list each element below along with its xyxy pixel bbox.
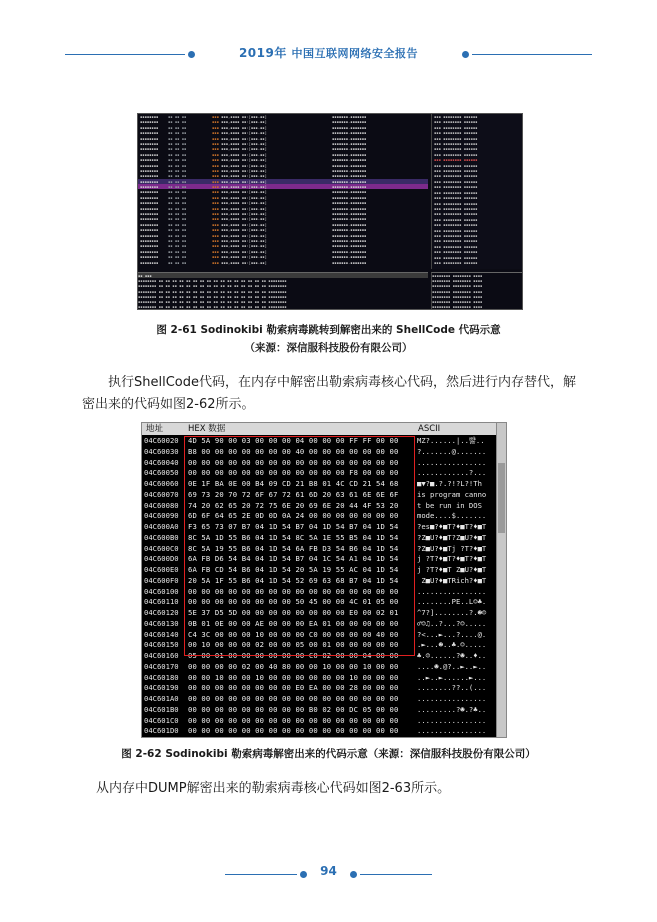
- dump-line: ▪▪▪▪▪▪▪▪ ▪▪ ▪▪ ▪▪ ▪▪ ▪▪ ▪▪ ▪▪ ▪▪ ▪▪ ▪▪ ▪▪ ▪▪ ▪▪ ▪▪ ▪▪ ▪▪ ▪▪▪▪▪▪▪▪: [138, 299, 287, 305]
- disassembly-line: ▪▪▪▪▪▪▪▪ ▪▪ ▪▪ ▪▪ ▪▪▪ ▪▪▪,▪▪▪▪ ▪▪:[▪▪▪-▪▪] ▪▪▪▪▪▪▪.▪▪▪▪▪▪▪: [140, 146, 367, 152]
- hex-row-bytes: F3 65 73 07 B7 04 1D 54 B7 04 1D 54 B7 04 1D 54: [188, 522, 399, 531]
- hex-row-ascii: ................: [417, 726, 487, 736]
- hex-row-ascii: ♣.☺......?☻..♦..: [417, 651, 487, 660]
- disassembly-line: ▪▪▪▪▪▪▪▪ ▪▪ ▪▪ ▪▪ ▪▪▪ ▪▪▪,▪▪▪▪ ▪▪:[▪▪▪-▪▪] ▪▪▪▪▪▪▪.▪▪▪▪▪▪▪: [140, 254, 367, 260]
- hex-row-address: 04C60110: [144, 597, 179, 607]
- figure-hex-dump: [141, 422, 507, 738]
- hex-row-ascii: [417, 737, 486, 738]
- figure-debugger-screenshot: [137, 113, 523, 310]
- disassembly-line: ▪▪▪▪▪▪▪▪ ▪▪ ▪▪ ▪▪ ▪▪▪ ▪▪▪,▪▪▪▪ ▪▪:[▪▪▪-▪▪] ▪▪▪▪▪▪▪.▪▪▪▪▪▪▪: [140, 211, 367, 217]
- hex-row-address: 04C601C0: [144, 715, 179, 725]
- hex-row-bytes: 00 00 00 00 02 00 40 80 00 00 10 00 00 10 00 00: [188, 661, 399, 671]
- hex-row-bytes: 0B 01 0E 00 00 AE 00 00 00 EA 01 00 00 00 00 00: [188, 618, 399, 628]
- dump-header: ▪▪ ▪▪▪: [138, 273, 428, 278]
- register-line: ▪▪▪ ▪▪▪▪▪▪▪▪ ▪▪▪▪▪▪: [434, 157, 478, 163]
- hex-row-address: 04C60020: [144, 436, 179, 445]
- hex-row-ascii: ................: [417, 586, 487, 596]
- disassembly-line: ▪▪▪▪▪▪▪▪ ▪▪ ▪▪ ▪▪ ▪▪▪ ▪▪▪,▪▪▪▪ ▪▪:[▪▪▪-▪▪] ▪▪▪▪▪▪▪.▪▪▪▪▪▪▪: [140, 243, 367, 249]
- hex-row-ascii: .►...☻..♣.☺.....: [417, 640, 487, 650]
- hex-row-address: 04C601D0: [144, 726, 179, 736]
- hex-row-bytes: 00 00 10 00 00 10 00 00 00 00 00 00 10 00 00 00: [188, 672, 399, 682]
- hex-row: [142, 726, 496, 737]
- hex-row-bytes: 5E 37 D5 5D 00 00 00 00 00 00 00 00 E0 00 02 01: [188, 608, 399, 617]
- hex-row-ascii: j ?T?♦■T Z■U?♦■T: [417, 565, 487, 574]
- hex-row-address: 04C60140: [144, 629, 179, 639]
- hex-row-address: 04C600B0: [144, 532, 179, 542]
- register-line: ▪▪▪ ▪▪▪▪▪▪▪▪ ▪▪▪▪▪▪: [434, 222, 478, 228]
- register-line: ▪▪▪ ▪▪▪▪▪▪▪▪ ▪▪▪▪▪▪: [434, 119, 478, 125]
- hex-row-bytes: 8C 5A 19 55 B6 04 1D 54 6A FB D3 54 B6 04 1D 54: [188, 543, 399, 553]
- hex-row-address: 04C60160: [144, 651, 179, 660]
- register-line: ▪▪▪ ▪▪▪▪▪▪▪▪ ▪▪▪▪▪▪: [434, 151, 478, 157]
- register-line: ▪▪▪ ▪▪▪▪▪▪▪▪ ▪▪▪▪▪▪: [434, 162, 478, 168]
- register-line: ▪▪▪ ▪▪▪▪▪▪▪▪ ▪▪▪▪▪▪: [434, 200, 478, 206]
- hex-row-ascii: Z■U?♦■TRich?♦■T: [417, 575, 487, 585]
- hex-row-address: 04C600E0: [144, 565, 179, 574]
- hex-row-address: 04C60070: [144, 489, 179, 499]
- hex-row-ascii: ........??..(...: [417, 683, 487, 693]
- hex-row: [142, 694, 496, 705]
- stack-line: ▪▪▪▪▪▪▪▪ ▪▪▪▪▪▪▪▪ ▪▪▪▪: [432, 288, 483, 294]
- hex-row-bytes: 00 10 00 00 00 02 00 00 05 00 01 00 00 00 00 00: [188, 640, 399, 650]
- hex-row: [142, 705, 496, 716]
- scrollbar-thumb[interactable]: [498, 463, 505, 533]
- disassembly-line: ▪▪▪▪▪▪▪▪ ▪▪ ▪▪ ▪▪ ▪▪▪ ▪▪▪,▪▪▪▪ ▪▪:[▪▪▪-▪▪] ▪▪▪▪▪▪▪.▪▪▪▪▪▪▪: [140, 200, 367, 206]
- hex-row-ascii: ^7?]........?.☻☺: [417, 608, 487, 617]
- hex-row-address: 04C60060: [144, 479, 179, 488]
- hex-row-address: 04C60050: [144, 468, 179, 478]
- stack-line: ▪▪▪▪▪▪▪▪ ▪▪▪▪▪▪▪▪ ▪▪▪▪: [432, 304, 483, 310]
- header-report-title: 中国互联网网络安全报告: [291, 47, 419, 60]
- hex-row-address: 04C600D0: [144, 554, 179, 564]
- disassembly-line: ▪▪▪▪▪▪▪▪ ▪▪ ▪▪ ▪▪ ▪▪▪ ▪▪▪,▪▪▪▪ ▪▪:[▪▪▪-▪▪] ▪▪▪▪▪▪▪.▪▪▪▪▪▪▪: [140, 130, 367, 136]
- debugger-disassembly-pane: [138, 114, 428, 269]
- hex-row-bytes: 69 73 20 70 72 6F 67 72 61 6D 20 63 61 6E 6E 6F: [188, 489, 399, 499]
- hex-row-bytes: 00 00 00 00 00 00 00 00 00 00 00 00 00 00 00 00: [188, 457, 399, 467]
- register-line: ▪▪▪ ▪▪▪▪▪▪▪▪ ▪▪▪▪▪▪: [434, 189, 478, 195]
- hex-row-bytes: 00 00 00 00 00 00 00 00 50 45 00 00 4C 01 05 00: [188, 597, 399, 607]
- register-line: ▪▪▪ ▪▪▪▪▪▪▪▪ ▪▪▪▪▪▪: [434, 146, 478, 152]
- highlight-box: [184, 436, 415, 656]
- figure1-caption-source: （来源：深信服科技股份有限公司）: [244, 342, 413, 354]
- disassembly-line: ▪▪▪▪▪▪▪▪ ▪▪ ▪▪ ▪▪ ▪▪▪ ▪▪▪,▪▪▪▪ ▪▪:[▪▪▪-▪▪] ▪▪▪▪▪▪▪.▪▪▪▪▪▪▪: [140, 124, 367, 130]
- disassembly-line: ▪▪▪▪▪▪▪▪ ▪▪ ▪▪ ▪▪ ▪▪▪ ▪▪▪,▪▪▪▪ ▪▪:[▪▪▪-▪▪] ▪▪▪▪▪▪▪.▪▪▪▪▪▪▪: [140, 140, 367, 146]
- register-line: ▪▪▪ ▪▪▪▪▪▪▪▪ ▪▪▪▪▪▪: [434, 216, 478, 222]
- hex-row-ascii: MZ?......|..뺧..: [417, 436, 485, 445]
- disassembly-line: ▪▪▪▪▪▪▪▪ ▪▪ ▪▪ ▪▪ ▪▪▪ ▪▪▪,▪▪▪▪ ▪▪:[▪▪▪-▪▪] ▪▪▪▪▪▪▪.▪▪▪▪▪▪▪: [140, 135, 367, 141]
- hex-row-address: 04C601B0: [144, 704, 179, 714]
- page-header: [0, 44, 657, 64]
- disassembly-line: ▪▪▪▪▪▪▪▪ ▪▪ ▪▪ ▪▪ ▪▪▪ ▪▪▪,▪▪▪▪ ▪▪:[▪▪▪-▪▪] ▪▪▪▪▪▪▪.▪▪▪▪▪▪▪: [138, 179, 428, 184]
- disassembly-line: ▪▪▪▪▪▪▪▪ ▪▪ ▪▪ ▪▪ ▪▪▪ ▪▪▪,▪▪▪▪ ▪▪:[▪▪▪-▪▪] ▪▪▪▪▪▪▪.▪▪▪▪▪▪▪: [140, 221, 367, 227]
- hex-col-data: HEX 数据: [188, 424, 226, 434]
- hex-row-bytes: 00 00 00 00 00 00 00 00 00 B0 02 00 DC 05 00 00: [188, 704, 399, 714]
- hex-row: [142, 673, 496, 684]
- hex-row-ascii: ........PE..L☺♣.: [417, 597, 487, 607]
- hex-row-address: 04C60180: [144, 672, 179, 682]
- register-line: ▪▪▪ ▪▪▪▪▪▪▪▪ ▪▪▪▪▪▪: [434, 173, 478, 179]
- paragraph-2: 从内存中DUMP解密出来的勒索病毒核心代码如图2-63所示。: [96, 781, 451, 796]
- register-line: ▪▪▪ ▪▪▪▪▪▪▪▪ ▪▪▪▪▪▪: [434, 254, 478, 260]
- hex-col-address: 地址: [146, 424, 164, 434]
- hex-row-ascii: j ?T?♦■T?♦■T?♦■T: [417, 554, 487, 564]
- dump-line: ▪▪▪▪▪▪▪▪ ▪▪ ▪▪ ▪▪ ▪▪ ▪▪ ▪▪ ▪▪ ▪▪ ▪▪ ▪▪ ▪▪ ▪▪ ▪▪ ▪▪ ▪▪ ▪▪ ▪▪▪▪▪▪▪▪: [138, 304, 287, 310]
- disassembly-line: ▪▪▪▪▪▪▪▪ ▪▪ ▪▪ ▪▪ ▪▪▪ ▪▪▪,▪▪▪▪ ▪▪:[▪▪▪-▪▪] ▪▪▪▪▪▪▪.▪▪▪▪▪▪▪: [140, 157, 367, 163]
- disassembly-line: ▪▪▪▪▪▪▪▪ ▪▪ ▪▪ ▪▪ ▪▪▪ ▪▪▪,▪▪▪▪ ▪▪:[▪▪▪-▪▪] ▪▪▪▪▪▪▪.▪▪▪▪▪▪▪: [140, 237, 367, 243]
- hex-row-address: 04C600C0: [144, 543, 179, 553]
- hex-row-address: 04C60100: [144, 586, 179, 596]
- disassembly-line: ▪▪▪▪▪▪▪▪ ▪▪ ▪▪ ▪▪ ▪▪▪ ▪▪▪,▪▪▪▪ ▪▪:[▪▪▪-▪▪] ▪▪▪▪▪▪▪.▪▪▪▪▪▪▪: [140, 232, 367, 238]
- disassembly-line: ▪▪▪▪▪▪▪▪ ▪▪ ▪▪ ▪▪ ▪▪▪ ▪▪▪,▪▪▪▪ ▪▪:[▪▪▪-▪▪] ▪▪▪▪▪▪▪.▪▪▪▪▪▪▪: [140, 173, 367, 179]
- hex-row-bytes: C4 3C 00 00 00 10 00 00 00 C0 00 00 00 00 40 00: [188, 629, 399, 639]
- paragraph-1: 执行ShellCode代码，在内存中解密出勒索病毒核心代码，然后进行内存替代，解密出来的代码如图2-62所示。: [82, 375, 576, 412]
- footer-dot-right: [350, 871, 357, 878]
- hex-row-address: 04C601A0: [144, 694, 179, 703]
- header-year: 2019年: [238, 46, 287, 60]
- hex-row-address: 04C60030: [144, 446, 179, 456]
- disassembly-line: ▪▪▪▪▪▪▪▪ ▪▪ ▪▪ ▪▪ ▪▪▪ ▪▪▪,▪▪▪▪ ▪▪:[▪▪▪-▪▪] ▪▪▪▪▪▪▪.▪▪▪▪▪▪▪: [140, 259, 367, 265]
- footer-rule-right: [360, 874, 432, 875]
- hex-row-address: 04C600F0: [144, 575, 179, 585]
- hex-row-bytes: 6D 6F 64 65 2E 0D 0D 0A 24 00 00 00 00 00 00 00: [188, 511, 399, 521]
- hex-row-bytes: 00 00 00 00 00 00 00 00 00 00 00 00 00 00 00 00: [188, 586, 399, 596]
- disassembly-line: ▪▪▪▪▪▪▪▪ ▪▪ ▪▪ ▪▪ ▪▪▪ ▪▪▪,▪▪▪▪ ▪▪:[▪▪▪-▪▪] ▪▪▪▪▪▪▪.▪▪▪▪▪▪▪: [140, 114, 367, 119]
- hex-row: [142, 662, 496, 673]
- hex-row-address: 04C60170: [144, 661, 179, 671]
- hex-row-ascii: ♂☺♫..?...?☺.....: [417, 618, 487, 628]
- hex-row-ascii: ■▼?■.?.?!?L?!Th: [417, 479, 482, 488]
- hex-row-ascii: ?<...►...?....@.: [417, 629, 487, 639]
- dump-line: ▪▪▪▪▪▪▪▪ ▪▪ ▪▪ ▪▪ ▪▪ ▪▪ ▪▪ ▪▪ ▪▪ ▪▪ ▪▪ ▪▪ ▪▪ ▪▪ ▪▪ ▪▪ ▪▪ ▪▪▪▪▪▪▪▪: [138, 278, 287, 284]
- register-line: ▪▪▪ ▪▪▪▪▪▪▪▪ ▪▪▪▪▪▪: [434, 205, 478, 211]
- disassembly-line: ▪▪▪▪▪▪▪▪ ▪▪ ▪▪ ▪▪ ▪▪▪ ▪▪▪,▪▪▪▪ ▪▪:[▪▪▪-▪▪] ▪▪▪▪▪▪▪.▪▪▪▪▪▪▪: [140, 227, 367, 233]
- page-footer: [0, 864, 657, 884]
- register-line: ▪▪▪ ▪▪▪▪▪▪▪▪ ▪▪▪▪▪▪: [434, 130, 478, 136]
- dump-line: ▪▪▪▪▪▪▪▪ ▪▪ ▪▪ ▪▪ ▪▪ ▪▪ ▪▪ ▪▪ ▪▪ ▪▪ ▪▪ ▪▪ ▪▪ ▪▪ ▪▪ ▪▪ ▪▪ ▪▪▪▪▪▪▪▪: [138, 283, 287, 289]
- debugger-stack-pane: [431, 272, 523, 310]
- register-line: ▪▪▪ ▪▪▪▪▪▪▪▪ ▪▪▪▪▪▪: [434, 124, 478, 130]
- stack-line: ▪▪▪▪▪▪▪▪ ▪▪▪▪▪▪▪▪ ▪▪▪▪: [432, 283, 483, 289]
- page-number: 94: [320, 864, 337, 878]
- dump-line: ▪▪▪▪▪▪▪▪ ▪▪ ▪▪ ▪▪ ▪▪ ▪▪ ▪▪ ▪▪ ▪▪ ▪▪ ▪▪ ▪▪ ▪▪ ▪▪ ▪▪ ▪▪ ▪▪ ▪▪▪▪▪▪▪▪: [138, 293, 287, 299]
- hex-row-bytes: 05 00 01 00 00 00 00 00 00 C0 02 00 00 04 00 00: [188, 651, 399, 660]
- disassembly-line: ▪▪▪▪▪▪▪▪ ▪▪ ▪▪ ▪▪ ▪▪▪ ▪▪▪,▪▪▪▪ ▪▪:[▪▪▪-▪▪] ▪▪▪▪▪▪▪.▪▪▪▪▪▪▪: [138, 184, 428, 189]
- disassembly-line: ▪▪▪▪▪▪▪▪ ▪▪ ▪▪ ▪▪ ▪▪▪ ▪▪▪,▪▪▪▪ ▪▪:[▪▪▪-▪▪] ▪▪▪▪▪▪▪.▪▪▪▪▪▪▪: [140, 151, 367, 157]
- hex-row-ascii: .........?☻.?♣..: [417, 704, 487, 714]
- register-line: ▪▪▪ ▪▪▪▪▪▪▪▪ ▪▪▪▪▪▪: [434, 135, 478, 141]
- stack-line: ▪▪▪▪▪▪▪▪ ▪▪▪▪▪▪▪▪ ▪▪▪▪: [432, 273, 483, 278]
- hex-row-address: 04C60120: [144, 608, 179, 617]
- hex-row: [142, 683, 496, 694]
- hex-row-bytes: 4D 5A 90 00 03 00 00 00 04 00 00 00 FF FF 00 00: [188, 436, 399, 445]
- register-line: ▪▪▪ ▪▪▪▪▪▪▪▪ ▪▪▪▪▪▪: [434, 243, 478, 249]
- disassembly-line: ▪▪▪▪▪▪▪▪ ▪▪ ▪▪ ▪▪ ▪▪▪ ▪▪▪,▪▪▪▪ ▪▪:[▪▪▪-▪▪] ▪▪▪▪▪▪▪.▪▪▪▪▪▪▪: [140, 216, 367, 222]
- disassembly-line: ▪▪▪▪▪▪▪▪ ▪▪ ▪▪ ▪▪ ▪▪▪ ▪▪▪,▪▪▪▪ ▪▪:[▪▪▪-▪▪] ▪▪▪▪▪▪▪.▪▪▪▪▪▪▪: [140, 205, 367, 211]
- hex-row-bytes: 6A FB D6 54 B4 04 1D 54 B7 04 1C 54 A1 04 1D 54: [188, 554, 399, 564]
- hex-row-address: 04C60040: [144, 457, 179, 467]
- register-line: ▪▪▪ ▪▪▪▪▪▪▪▪ ▪▪▪▪▪▪: [434, 184, 478, 190]
- hex-row-bytes: 74 20 62 65 20 72 75 6E 20 69 6E 20 44 4F 53 20: [188, 500, 399, 510]
- disassembly-line: ▪▪▪▪▪▪▪▪ ▪▪ ▪▪ ▪▪ ▪▪▪ ▪▪▪,▪▪▪▪ ▪▪:[▪▪▪-▪▪] ▪▪▪▪▪▪▪.▪▪▪▪▪▪▪: [140, 248, 367, 254]
- hex-row-ascii: ?Z■U?♦■T?Z■U?♦■T: [417, 532, 487, 542]
- debugger-registers-pane: [431, 114, 523, 269]
- hex-row-ascii: t be run in DOS: [417, 500, 487, 510]
- hex-row-ascii: ....☻.@?..►..►..: [417, 661, 487, 671]
- hex-col-ascii: ASCII: [418, 424, 441, 434]
- header-rule-right: [472, 54, 592, 55]
- hex-row-ascii: ............?...: [417, 468, 487, 478]
- register-line: ▪▪▪ ▪▪▪▪▪▪▪▪ ▪▪▪▪▪▪: [434, 259, 478, 265]
- hex-row-address: 04C60190: [144, 683, 179, 693]
- hex-row-address: 04C60080: [144, 500, 179, 510]
- hex-row-bytes: 6A FB CD 54 B6 04 1D 54 20 5A 19 55 AC 04 1D 54: [188, 565, 399, 574]
- disassembly-line: ▪▪▪▪▪▪▪▪ ▪▪ ▪▪ ▪▪ ▪▪▪ ▪▪▪,▪▪▪▪ ▪▪:[▪▪▪-▪▪] ▪▪▪▪▪▪▪.▪▪▪▪▪▪▪: [140, 119, 367, 125]
- register-line: ▪▪▪ ▪▪▪▪▪▪▪▪ ▪▪▪▪▪▪: [434, 168, 478, 174]
- disassembly-line: ▪▪▪▪▪▪▪▪ ▪▪ ▪▪ ▪▪ ▪▪▪ ▪▪▪,▪▪▪▪ ▪▪:[▪▪▪-▪▪] ▪▪▪▪▪▪▪.▪▪▪▪▪▪▪: [140, 167, 367, 173]
- disassembly-line: ▪▪▪▪▪▪▪▪ ▪▪ ▪▪ ▪▪ ▪▪▪ ▪▪▪,▪▪▪▪ ▪▪:[▪▪▪-▪▪] ▪▪▪▪▪▪▪.▪▪▪▪▪▪▪: [140, 189, 367, 195]
- header-title: [0, 44, 657, 61]
- hex-row-bytes: 00 00 00 00 00 00 00 00 00 00 00 00 00 00 00 00: [188, 726, 399, 736]
- hex-row-bytes: 8C 5A 1D 55 B6 04 1D 54 8C 5A 1E 55 B5 04 1D 54: [188, 532, 399, 542]
- hex-row-bytes: 0E 1F BA 0E 00 B4 09 CD 21 B8 01 4C CD 21 54 68: [188, 479, 399, 488]
- register-line: ▪▪▪ ▪▪▪▪▪▪▪▪ ▪▪▪▪▪▪: [434, 232, 478, 238]
- hex-row-ascii: ?Z■U?♦■Tj ?T?♦■T: [417, 543, 487, 553]
- hex-header-bar: [142, 423, 506, 435]
- register-line: ▪▪▪ ▪▪▪▪▪▪▪▪ ▪▪▪▪▪▪: [434, 249, 478, 255]
- hex-row-ascii: ?.......@.......: [417, 446, 487, 456]
- hex-row-ascii: ................: [417, 694, 487, 703]
- hex-row-bytes: 00 00 00 00 00 00 00 00 E0 EA 00 00 28 00 00 00: [188, 683, 399, 693]
- register-line: ▪▪▪ ▪▪▪▪▪▪▪▪ ▪▪▪▪▪▪: [434, 238, 478, 244]
- figure2-caption: 图 2-62 Sodinokibi 勒索病毒解密出来的代码示意（来源：深信服科技股份有限公司）: [121, 748, 536, 760]
- register-line: ▪▪▪ ▪▪▪▪▪▪▪▪ ▪▪▪▪▪▪: [434, 141, 478, 147]
- register-line: ▪▪▪ ▪▪▪▪▪▪▪▪ ▪▪▪▪▪▪: [434, 178, 478, 184]
- hex-row-ascii: ................: [417, 457, 487, 467]
- hex-row-address: [144, 737, 179, 738]
- debugger-dump-pane: [138, 272, 428, 310]
- hex-row: [142, 716, 496, 727]
- dump-line: ▪▪▪▪▪▪▪▪ ▪▪ ▪▪ ▪▪ ▪▪ ▪▪ ▪▪ ▪▪ ▪▪ ▪▪ ▪▪ ▪▪ ▪▪ ▪▪ ▪▪ ▪▪ ▪▪ ▪▪▪▪▪▪▪▪: [138, 288, 287, 294]
- scrollbar[interactable]: [496, 423, 506, 737]
- register-line: ▪▪▪ ▪▪▪▪▪▪▪▪ ▪▪▪▪▪▪: [434, 195, 478, 201]
- hex-row-ascii: ?es■?♦■T?♦■T?♦■T: [417, 522, 487, 531]
- hex-row-bytes: 00 00 00 00 00 00 00 00 00 00 00 00 00 00 00 00: [188, 715, 399, 725]
- hex-row-address: 04C60150: [144, 640, 179, 650]
- disassembly-line: ▪▪▪▪▪▪▪▪ ▪▪ ▪▪ ▪▪ ▪▪▪ ▪▪▪,▪▪▪▪ ▪▪:[▪▪▪-▪▪] ▪▪▪▪▪▪▪.▪▪▪▪▪▪▪: [140, 194, 367, 200]
- hex-row-bytes: 00 00 00 00 00 00 00 00 00 00 00 00 00 00 00 00: [188, 694, 399, 703]
- register-line: ▪▪▪ ▪▪▪▪▪▪▪▪ ▪▪▪▪▪▪: [434, 211, 478, 217]
- hex-row-bytes: 20 5A 1F 55 B6 04 1D 54 52 69 63 68 B7 04 1D 54: [188, 575, 399, 585]
- register-line: ▪▪▪ ▪▪▪▪▪▪▪▪ ▪▪▪▪▪▪: [434, 227, 478, 233]
- hex-row-ascii: ..►..►......►...: [417, 672, 487, 682]
- stack-line: ▪▪▪▪▪▪▪▪ ▪▪▪▪▪▪▪▪ ▪▪▪▪: [432, 299, 483, 305]
- hex-row-address: 04C600A0: [144, 522, 179, 531]
- stack-line: ▪▪▪▪▪▪▪▪ ▪▪▪▪▪▪▪▪ ▪▪▪▪: [432, 293, 483, 299]
- hex-row-bytes: [188, 737, 398, 738]
- disassembly-line: ▪▪▪▪▪▪▪▪ ▪▪ ▪▪ ▪▪ ▪▪▪ ▪▪▪,▪▪▪▪ ▪▪:[▪▪▪-▪▪] ▪▪▪▪▪▪▪.▪▪▪▪▪▪▪: [140, 162, 367, 168]
- hex-row-bytes: B8 00 00 00 00 00 00 00 40 00 00 00 00 00 00 00: [188, 446, 399, 456]
- hex-row-address: 04C60090: [144, 511, 179, 521]
- hex-row-ascii: ................: [417, 715, 487, 725]
- figure1-caption: 图 2-61 Sodinokibi 勒索病毒跳转到解密出来的 ShellCode 代码示意: [156, 324, 501, 336]
- hex-row-ascii: mode....$.......: [417, 511, 487, 521]
- header-dot-right: [462, 51, 469, 58]
- hex-row-bytes: 00 00 00 00 00 00 00 00 00 00 00 00 F8 00 00 00: [188, 468, 399, 478]
- hex-row-ascii: is program canno: [417, 489, 487, 499]
- hex-row-address: 04C60130: [144, 618, 179, 628]
- stack-line: ▪▪▪▪▪▪▪▪ ▪▪▪▪▪▪▪▪ ▪▪▪▪: [432, 278, 483, 284]
- hex-row: [142, 737, 496, 738]
- register-line: ▪▪▪ ▪▪▪▪▪▪▪▪ ▪▪▪▪▪▪: [434, 114, 478, 119]
